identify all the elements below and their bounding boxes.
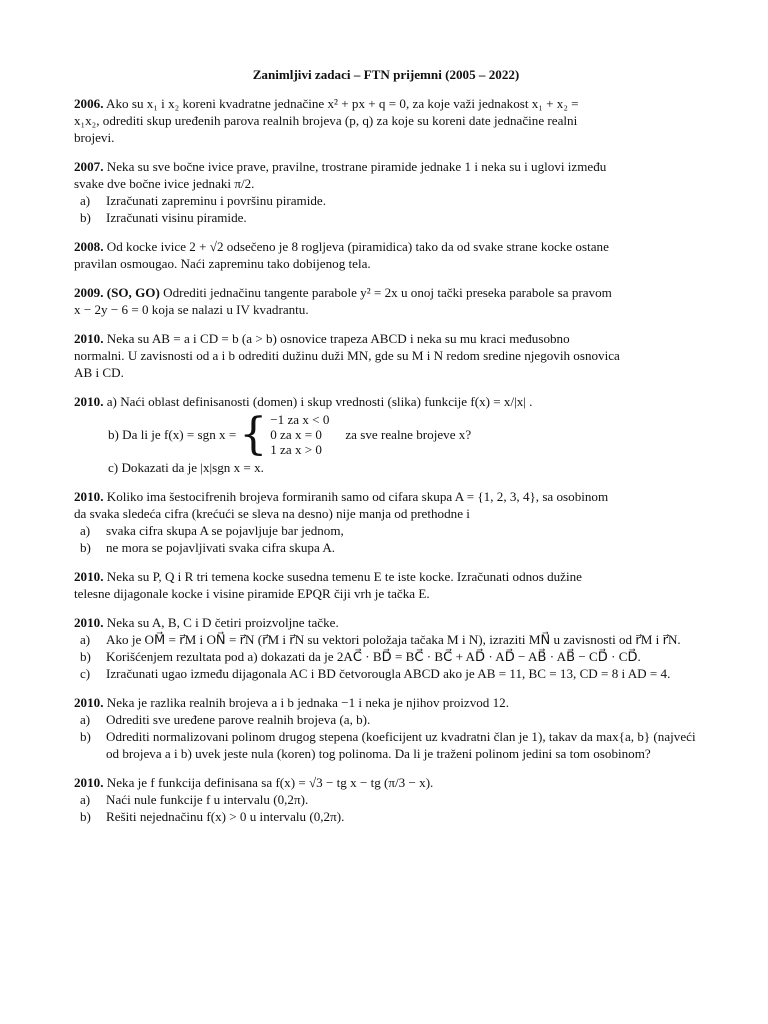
problem-2010-tangent-function <box>74 774 698 825</box>
problem-year: 2010. <box>74 615 104 630</box>
problem-text-line: Neka je f funkcija definisana sa f(x) = √3 − tg x − tg (π/3 − x). <box>106 775 434 790</box>
piecewise-cases <box>270 412 329 457</box>
problem-year: 2006. <box>74 96 104 111</box>
piecewise-definition <box>74 408 698 460</box>
piecewise-suffix: za sve realne brojeve x? <box>345 427 472 442</box>
problem-2010-difference <box>74 694 698 762</box>
subquestion: a) Naći nule funkcije f u intervalu (0,2π). <box>80 792 309 807</box>
subquestion: a) Odrediti sve uređene parove realnih brojeva (a, b). <box>80 712 371 727</box>
problem-text-line: x − 2y − 6 = 0 koja se nalazi u IV kvadrantu. <box>74 302 309 317</box>
subquestion: c) Izračunati ugao između dijagonala AC i BD četvorougla ABCD ako je AB = 11, BC = 13, CD = 8 i AD = 4. <box>80 666 671 681</box>
problem-year: 2008. <box>74 239 104 254</box>
problem-2010-cube <box>74 568 698 602</box>
problem-text-line: normalni. U zavisnosti od a i b odrediti dužinu duži MN, gde su M i N redom sredine njegovih osnovica <box>74 348 620 363</box>
problem-2009 <box>74 284 698 318</box>
problem-text-line: Koliko ima šestocifrenih brojeva formiranih samo od cifara skupa A = {1, 2, 3, 4}, sa osobinom <box>106 489 609 504</box>
subquestion: a) Izračunati zapreminu i površinu piramide. <box>80 193 326 208</box>
problem-year: 2010. <box>74 775 104 790</box>
problem-text-line: svake dve bočne ivice jednaki π/2. <box>74 176 255 191</box>
problem-text-line: da svaka sledeća cifra (krećući se sleva na desno) nije manja od prethodne i <box>74 506 470 521</box>
problem-year: 2007. <box>74 159 104 174</box>
problem-text-line: c) Dokazati da je |x|sgn x = x. <box>108 460 264 475</box>
subquestion: b) Odrediti normalizovani polinom drugog stepena (koeficijent uz kvadratni član je 1), takav da max{a, b} (najveći od brojeva a i b) uvek jeste nula (koren) tog polinoma. Da li je traženi polinom jedini sa tom osobinom? <box>80 729 696 761</box>
problem-year: 2010. <box>74 331 104 346</box>
problem-text-line: telesne dijagonale kocke i visine piramide EPQR čiji vrh je tačka E. <box>74 586 430 601</box>
problem-year: 2010. <box>74 394 104 409</box>
problem-year: 2010. <box>74 569 104 584</box>
problem-text-line: Neka su P, Q i R tri temena kocke susedna temenu E te iste kocke. Izračunati odnos dužine <box>106 569 582 584</box>
problem-text-line: x₁x₂, odrediti skup uređenih parova realnih brojeva (p, q) za koje su koreni date jednačine realni <box>74 113 578 128</box>
subquestion: b) Rešiti nejednačinu f(x) > 0 u intervalu (0,2π). <box>80 809 345 824</box>
problem-text-line: AB i CD. <box>74 365 124 380</box>
problem-2007 <box>74 158 698 226</box>
subquestion: a) Ako je OM⃗ = r⃗M i ON⃗ = r⃗N (r⃗M i r⃗N su vektori položaja tačaka M i N), izraziti MN⃗ u zavisnosti od r⃗M i r⃗N. <box>80 632 681 647</box>
case-line: 0 za x = 0 <box>270 427 322 442</box>
problem-2010-sgn <box>74 393 698 476</box>
problem-2010-digits <box>74 488 698 556</box>
problem-2006 <box>74 95 698 146</box>
problem-year: 2010. <box>74 695 104 710</box>
subquestion: b) Izračunati visinu piramide. <box>80 210 247 225</box>
piecewise-prefix: b) Da li je f(x) = sgn x = <box>108 427 237 442</box>
subquestion: b) ne mora se pojavljivati svaka cifra skupa A. <box>80 540 336 555</box>
problem-text-line: Neka je razlika realnih brojeva a i b jednaka −1 i neka je njihov proizvod 12. <box>106 695 509 710</box>
problem-text-line: Neka su A, B, C i D četiri proizvoljne tačke. <box>106 615 339 630</box>
problem-2010-trapezoid <box>74 330 698 381</box>
problem-2010-vectors <box>74 614 698 682</box>
problem-text-line: a) Naći oblast definisanosti (domen) i skup vrednosti (slika) funkcije f(x) = x/|x| . <box>106 394 533 409</box>
problem-2008 <box>74 238 698 272</box>
problem-text-line: Ako su x₁ i x₂ koreni kvadratne jednačine x² + px + q = 0, za koje važi jednakost x₁ + x₂ = <box>106 96 579 111</box>
problem-year: 2009. (SO, GO) <box>74 285 160 300</box>
subquestion: a) svaka cifra skupa A se pojavljuje bar jednom, <box>80 523 344 538</box>
problem-text-line: Neka su sve bočne ivice prave, pravilne, trostrane piramide jednake 1 i neka su i uglovi između <box>106 159 607 174</box>
problem-year: 2010. <box>74 489 104 504</box>
problem-text-line: pravilan osmougao. Naći zapreminu tako dobijenog tela. <box>74 256 371 271</box>
subquestion: b) Korišćenjem rezultata pod a) dokazati da je 2AC⃗ · BD⃗ = BC⃗ · BC⃗ + AD⃗ · AD⃗ − AB⃗ · AB⃗ − CD⃗ · CD⃗. <box>80 649 641 664</box>
problem-text-line: Odrediti jednačinu tangente parabole y² = 2x u onoj tački preseka parabole sa pravom <box>163 285 612 300</box>
document-title: Zanimljivi zadaci – FTN prijemni (2005 – 2022) <box>252 67 520 82</box>
problem-text-line: Od kocke ivice 2 + √2 odsečeno je 8 rogljeva (piramidica) tako da od svake strane kocke ostane <box>106 239 609 254</box>
left-brace: { <box>239 408 268 460</box>
problem-text-line: Neka su AB = a i CD = b (a > b) osnovice trapeza ABCD i neka su mu kraci međusobno <box>106 331 570 346</box>
case-line: 1 za x > 0 <box>270 442 322 457</box>
case-line: −1 za x < 0 <box>270 412 330 427</box>
problem-text-line: brojevi. <box>74 130 115 145</box>
